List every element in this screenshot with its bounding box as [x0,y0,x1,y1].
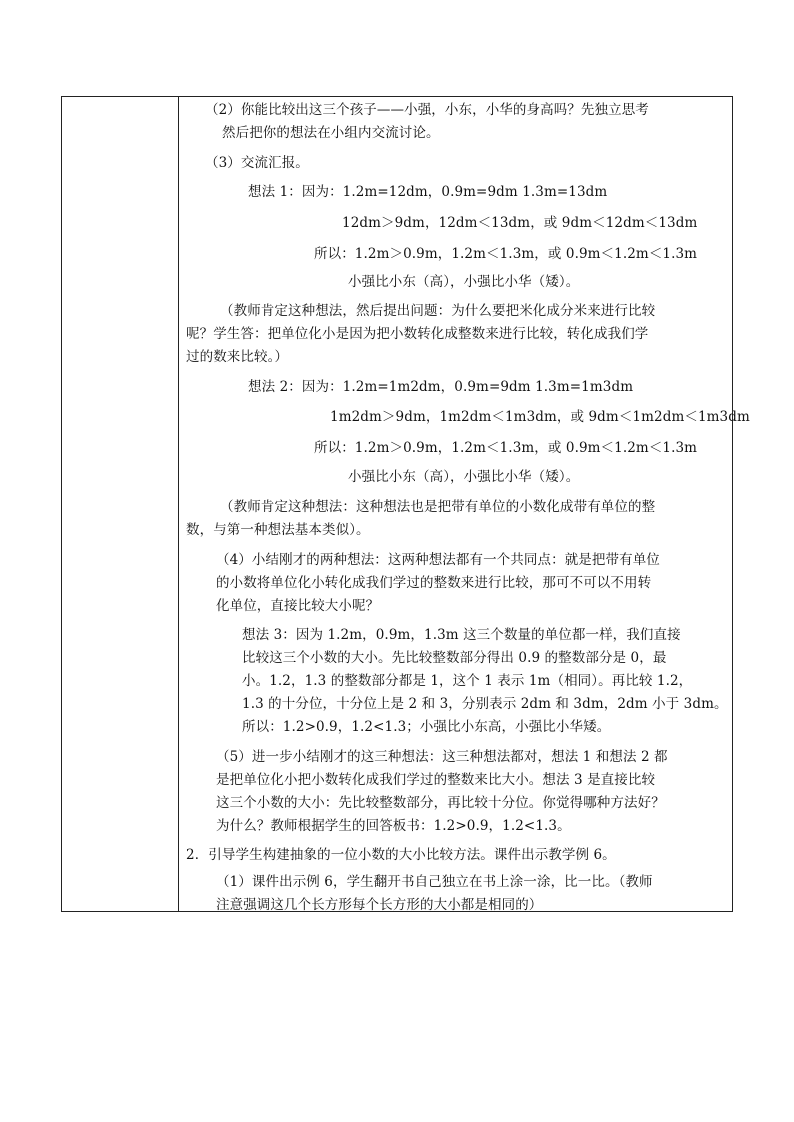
text-line: 呢？学生答：把单位化小是因为把小数转化成整数来进行比较，转化成我们学 [186,326,649,342]
lesson-content [62,97,750,913]
text-line: 2．引导学生构建抽象的一位小数的大小比较方法。课件出示教学例 6。 [186,847,616,863]
text-line: 所以：1.2m＞0.9m，1.2m＜1.3m，或 0.9m＜1.2m＜1.3m [314,246,698,262]
text-line: （1）课件出示例 6，学生翻开书自己独立在书上涂一涂，比一比。（教师 [216,874,653,890]
text-line: 小强比小东（高），小强比小华（矮）。 [348,274,580,290]
lesson-table [61,96,750,913]
text-line: 所以：1.2>0.9，1.2<1.3；小强比小东高，小强比小华矮。 [242,719,611,735]
text-line: （教师肯定这种想法，然后提出问题：为什么要把米化成分米来进行比较 [220,303,656,319]
text-line: 小强比小东（高），小强比小华（矮）。 [348,469,580,485]
text-line: （5）进一步小结刚才的这三种想法：这三种想法都对，想法 1 和想法 2 都 [216,749,668,765]
text-line: 想法 2：因为：1.2m=1m2dm，0.9m=9dm 1.3m=1m3dm [248,379,634,395]
text-line: （3）交流汇报。 [205,155,309,171]
text-line: （教师肯定这种想法：这种想法也是把带有单位的小数化成带有单位的整 [220,499,656,515]
text-line: 1.3 的十分位，十分位上是 2 和 3，分别表示 2dm 和 3dm，2dm 小于 3dm。 [242,696,728,712]
text-line: 的小数将单位化小转化成我们学过的整数来进行比较，那可不可以不用转 [216,575,652,591]
text-line: 然后把你的想法在小组内交流讨论。 [222,125,440,141]
text-line: 想法 1：因为：1.2m=12dm，0.9m=9dm 1.3m=13dm [248,184,608,200]
text-line: 为什么？教师根据学生的回答板书：1.2>0.9，1.2<1.3。 [216,818,571,834]
text-line: 所以：1.2m＞0.9m，1.2m＜1.3m，或 0.9m＜1.2m＜1.3m [314,440,698,456]
text-line: 小。1.2，1.3 的整数部分都是 1，这个 1 表示 1m（相同）。再比较 1.2， [242,673,693,689]
text-line: 12dm＞9dm，12dm＜13dm，或 9dm＜12dm＜13dm [342,215,698,231]
text-line: 这三个小数的大小：先比较整数部分，再比较十分位。你觉得哪种方法好？ [216,795,665,811]
text-line: （2）你能比较出这三个孩子——小强，小东，小华的身高吗？先独立思考 [205,102,649,118]
text-line: 比较这三个小数的大小。先比较整数部分得出 0.9 的整数部分是 0，最 [242,650,667,666]
text-line: 数，与第一种想法基本类似）。 [186,522,370,538]
text-line: （4）小结刚才的两种想法：这两种想法都有一个共同点：就是把带有单位 [216,552,660,568]
text-line: 过的数来比较。） [186,349,289,365]
text-line: 化单位，直接比较大小呢？ [216,598,380,614]
text-line: 注意强调这几个长方形每个长方形的大小都是相同的） [216,897,543,913]
text-line: 想法 3：因为 1.2m，0.9m，1.3m 这三个数量的单位都一样，我们直接 [242,627,681,643]
text-line: 是把单位化小把小数转化成我们学过的整数来比大小。想法 3 是直接比较 [216,772,656,788]
text-line: 1m2dm＞9dm，1m2dm＜1m3dm，或 9dm＜1m2dm＜1m3dm [330,409,750,425]
